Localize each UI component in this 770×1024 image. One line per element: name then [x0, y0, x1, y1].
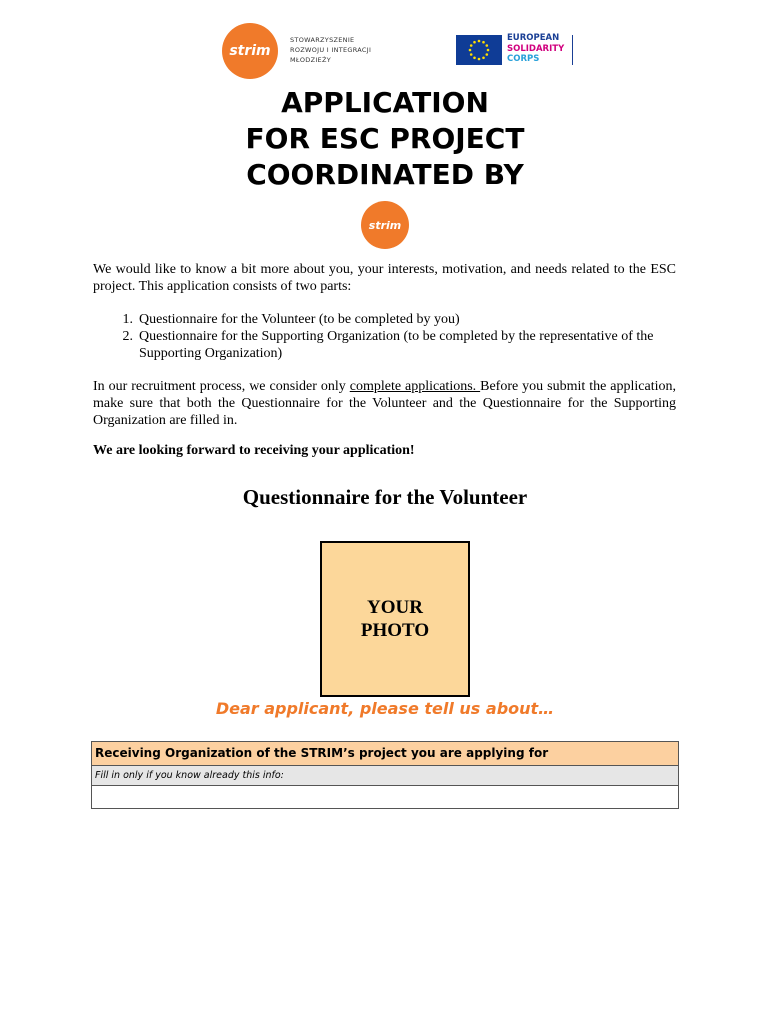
- list-text: Questionnaire for the Supporting Organization (to be completed by the representative of the Supporting Organization): [139, 329, 654, 361]
- receiving-organization-table: [91, 741, 679, 809]
- title-line: FOR ESC PROJECT: [245, 122, 525, 155]
- strim-org-name: [290, 35, 371, 65]
- strim-logo: strim: [222, 23, 278, 79]
- list-number: 1.: [122, 312, 133, 327]
- list-item: [93, 328, 676, 362]
- esc-line: SOLIDARITY: [507, 43, 565, 54]
- intro-paragraph: We would like to know a bit more about you, your interests, motivation, and needs related to the ESC project. This application consists of two parts:: [93, 262, 676, 294]
- title-line: COORDINATED BY: [246, 158, 524, 191]
- process-text: Before you submit the application, make sure that both the Questionnaire for the Volunteer and the Questionnaire for the Supporting Organization are filled in.: [93, 379, 676, 428]
- complete-applications-text: complete applications.: [349, 379, 481, 394]
- process-paragraph: [93, 378, 676, 429]
- page-header: [0, 18, 770, 88]
- section-title: Questionnaire for the Volunteer: [242, 485, 528, 509]
- strim-org-line: STOWARZYSZENIE: [290, 36, 355, 44]
- strim-logo-small: strim: [361, 201, 409, 249]
- esc-logo-text: [507, 33, 564, 65]
- photo-label: PHOTO: [360, 620, 430, 641]
- eu-flag-icon: [456, 35, 502, 65]
- logo-divider: [572, 35, 573, 65]
- strim-org-line: ROZWOJU I INTEGRACJI: [290, 46, 372, 54]
- photo-placeholder[interactable]: [320, 541, 470, 697]
- photo-label: YOUR: [367, 597, 423, 618]
- list-item: [93, 311, 676, 328]
- list-text: Questionnaire for the Volunteer (to be completed by you): [139, 312, 460, 327]
- esc-line: EUROPEAN: [507, 33, 560, 43]
- process-text: In our recruitment process, we consider only: [93, 379, 350, 394]
- strim-org-line: MŁODZIEŻY: [290, 56, 331, 64]
- title-line: APPLICATION: [281, 86, 489, 119]
- list-number: 2.: [122, 329, 133, 344]
- dear-applicant-heading: Dear applicant, please tell us about…: [215, 699, 555, 718]
- parts-list: [93, 311, 676, 362]
- table-header: Receiving Organization of the STRIM’s project you are applying for: [92, 742, 678, 766]
- closing-statement: We are looking forward to receiving your application!: [93, 443, 415, 458]
- page-title: [0, 85, 770, 193]
- receiving-organization-field[interactable]: [92, 786, 678, 808]
- table-hint: Fill in only if you know already this info:: [92, 766, 678, 786]
- esc-line: CORPS: [507, 54, 540, 64]
